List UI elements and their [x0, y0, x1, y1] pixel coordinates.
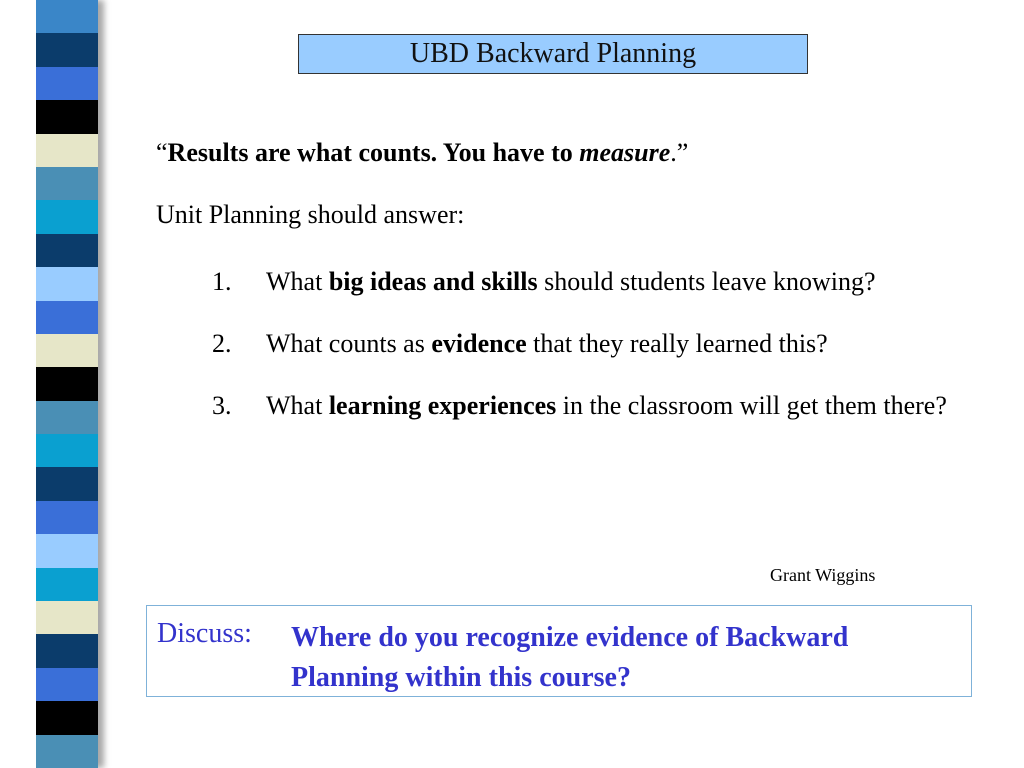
- stripe-segment: [36, 434, 98, 467]
- stripe-segment: [36, 234, 98, 267]
- quote-close-mark: .”: [670, 138, 689, 167]
- discuss-question: Where do you recognize evidence of Backward Planning within this course?: [291, 622, 849, 693]
- list-item-number: 3.: [212, 391, 232, 420]
- list-item-number: 1.: [212, 267, 232, 296]
- stripe-segment: [36, 367, 98, 400]
- question-list: [212, 262, 952, 448]
- quote-attribution: Grant Wiggins: [770, 565, 876, 585]
- list-item-number: 2.: [212, 329, 232, 358]
- stripe-segment: [36, 167, 98, 200]
- discuss-box: [146, 605, 972, 697]
- stripe-segment: [36, 634, 98, 667]
- discuss-label: Discuss:: [157, 618, 252, 649]
- stripe-segment: [36, 134, 98, 167]
- list-item-text-bold: evidence: [431, 329, 527, 358]
- list-item-text: [266, 386, 952, 426]
- list-item-text-post: should students leave knowing?: [537, 267, 876, 296]
- stripe-segment: [36, 334, 98, 367]
- decorative-stripe-bar: [36, 0, 98, 768]
- intro-text: Unit Planning should answer:: [156, 200, 465, 229]
- list-item-text: [266, 324, 952, 364]
- list-item-text-post: that they really learned this?: [526, 329, 828, 358]
- stripe-segment: [36, 67, 98, 100]
- stripe-segment: [36, 401, 98, 434]
- stripe-segment: [36, 267, 98, 300]
- stripe-segment: [36, 601, 98, 634]
- stripe-segment: [36, 33, 98, 66]
- quote: [156, 138, 688, 168]
- list-item-text-post: in the classroom will get them there?: [556, 391, 947, 420]
- slide-title-text: UBD Backward Planning: [409, 38, 697, 69]
- slide-title: [298, 34, 808, 74]
- list-item-text-pre: What: [266, 267, 329, 296]
- stripe-segment: [36, 668, 98, 701]
- stripe-segment: [36, 501, 98, 534]
- stripe-segment: [36, 534, 98, 567]
- quote-open-mark: “: [156, 138, 168, 167]
- list-item-text-bold: big ideas and skills: [328, 267, 538, 296]
- list-item: [212, 324, 952, 364]
- list-item-text-bold: learning experiences: [328, 391, 557, 420]
- list-item-text-pre: What: [266, 391, 329, 420]
- stripe-segment: [36, 467, 98, 500]
- quote-emphasis: measure: [579, 138, 671, 167]
- list-item-text: [266, 262, 952, 302]
- stripe-segment: [36, 100, 98, 133]
- stripe-segment: [36, 701, 98, 734]
- list-item-text-pre: What counts as: [266, 329, 432, 358]
- stripe-segment: [36, 301, 98, 334]
- list-item: [212, 386, 952, 426]
- quote-text: Results are what counts. You have to: [167, 138, 580, 167]
- stripe-segment: [36, 568, 98, 601]
- stripe-segment: [36, 735, 98, 768]
- list-item: [212, 262, 952, 302]
- stripe-segment: [36, 200, 98, 233]
- stripe-segment: [36, 0, 98, 33]
